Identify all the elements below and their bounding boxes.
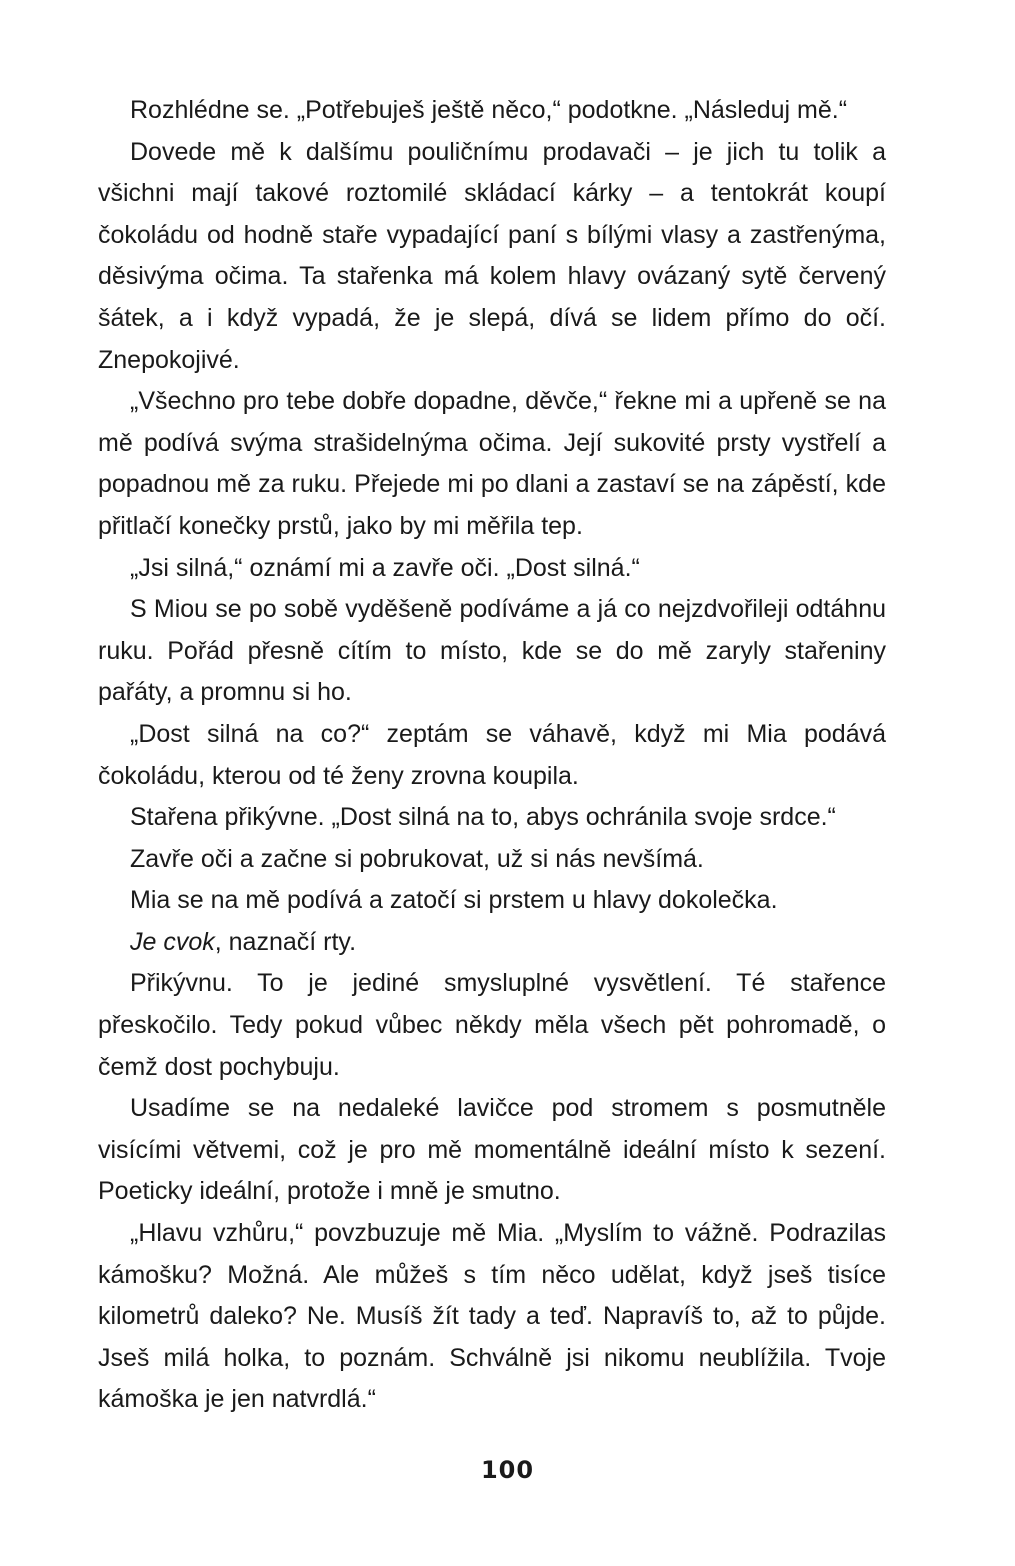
paragraph: Zavře oči a začne si pobrukovat, už si nás nevšímá. xyxy=(130,844,704,873)
paragraph: „Jsi silná,“ oznámí mi a zavře oči. „Dost silná.“ xyxy=(130,553,640,582)
paragraph: „Všechno pro tebe dobře dopadne, děvče,“ řekne mi a upřeně se na mě podívá svýma strašidelnýma očima. Její sukovité prsty vystřelí a popadnou mě za ruku. Přejede mi po dlani a zastaví se na zápěstí, kde přitlačí konečky prstů, jako by mi měřila tep. xyxy=(98,387,886,540)
paragraph: Rozhlédne se. „Potřebuješ ještě něco,“ podotkne. „Následuj mě.“ xyxy=(130,96,848,124)
paragraph-italic-line xyxy=(98,922,886,964)
paragraph: Mia se na mě podívá a zatočí si prstem u hlavy dokolečka. xyxy=(130,886,778,915)
paragraph: „Dost silná na co?“ zeptám se váhavě, když mi Mia podává čokoládu, kterou od té ženy zrovna koupila. xyxy=(98,719,886,790)
italic-emphasis: Je cvok xyxy=(130,927,215,956)
page-number: 100 xyxy=(480,1456,535,1484)
paragraph: Stařena přikývne. „Dost silná na to, abys ochránila svoje srdce.“ xyxy=(130,803,836,832)
italic-line-rest: , naznačí rty. xyxy=(214,927,357,956)
page-text-block xyxy=(98,90,886,1421)
paragraph: Usadíme se na nedaleké lavičce pod stromem s posmutněle visícími větvemi, což je pro mě momentálně ideální místo k sezení. Poeticky ideální, protože i mně je smutno. xyxy=(98,1094,886,1206)
paragraph: Přikývnu. To je jediné smysluplné vysvětlení. Té stařence přeskočilo. Tedy pokud vůbec někdy měla všech pět pohromadě, o čemž dost pochybuju. xyxy=(98,969,886,1081)
paragraph: Dovede mě k dalšímu pouličnímu prodavači – je jich tu tolik a všichni mají takové roztomilé skládací kárky – a tentokrát koupí čokoládu od hodně staře vypadající paní s bílými vlasy a zastřenýma, děsivýma očima. Ta stařenka má kolem hlavy ovázaný sytě červený šátek, a i když vypadá, že je slepá, dívá se lidem přímo do očí. Znepokojivé. xyxy=(98,137,886,374)
paragraph: „Hlavu vzhůru,“ povzbuzuje mě Mia. „Myslím to vážně. Podrazilas kámošku? Možná. Ale můžeš s tím něco udělat, když jseš tisíce kilometrů daleko? Ne. Musíš žít tady a teď. Napravíš to, až to půjde. Jseš milá holka, to poznám. Schválně jsi nikomu neublížila. Tvoje kámoška je jen natvrdlá.“ xyxy=(98,1219,886,1414)
paragraph: S Miou se po sobě vyděšeně podíváme a já co nejzdvořileji odtáhnu ruku. Pořád přesně cítím to místo, kde se do mě zaryly stařeniny pařáty, a promnu si ho. xyxy=(98,595,886,707)
